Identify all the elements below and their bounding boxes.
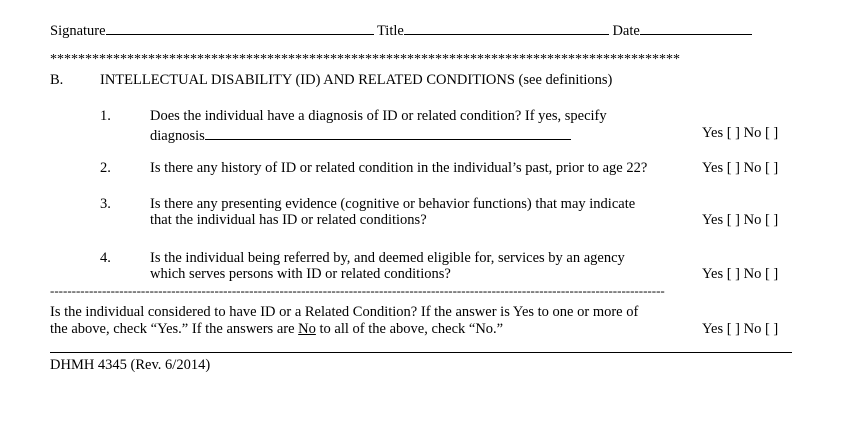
footer-rule [50, 352, 792, 353]
question-text-line2: which serves persons with ID or related conditions? [150, 266, 451, 282]
section-letter: B. [50, 72, 64, 88]
question-text: Is there any history of ID or related condition in the individual’s past, prior to age 22? [150, 160, 648, 176]
diagnosis-line[interactable] [205, 125, 571, 140]
title-line[interactable] [404, 20, 609, 35]
question-number: 2. [100, 160, 111, 176]
conclusion-text-line2: the above, check “Yes.” If the answers are No to all of the above, check “No.” [50, 321, 504, 337]
title-label: Title [376, 23, 404, 39]
form-id: DHMH 4345 (Rev. 6/2014) [50, 357, 211, 373]
dashed-separator: ---------------------------------------------------------------------------------------------------------------------------------------------- [50, 283, 665, 298]
question-number: 1. [100, 108, 111, 124]
yes-no-checkbox[interactable]: Yes [ ] No [ ] [702, 160, 779, 176]
date-label: Date [612, 23, 640, 39]
signature-line[interactable] [106, 20, 374, 35]
signature-row [50, 20, 752, 40]
question-text: Does the individual have a diagnosis of ID or related condition? If yes, specify [150, 108, 607, 124]
yes-no-checkbox[interactable]: Yes [ ] No [ ] [702, 125, 779, 141]
yes-no-checkbox[interactable]: Yes [ ] No [ ] [702, 266, 779, 282]
underlined-no: No [298, 321, 316, 337]
section-heading: INTELLECTUAL DISABILITY (ID) AND RELATED CONDITIONS (see definitions) [100, 72, 613, 88]
question-text: Is there any presenting evidence (cognitive or behavior functions) that may indicate [150, 196, 636, 212]
conclusion-text: Is the individual considered to have ID or a Related Condition? If the answer is Yes to one or more of [50, 304, 639, 320]
date-line[interactable] [640, 20, 752, 35]
question-text-line2: diagnosis [150, 125, 571, 145]
question-text: Is the individual being referred by, and deemed eligible for, services by an agency [150, 250, 625, 266]
yes-no-checkbox[interactable]: Yes [ ] No [ ] [702, 321, 779, 337]
question-number: 4. [100, 250, 111, 266]
question-number: 3. [100, 196, 111, 212]
star-separator: ****************************************************************************************** [50, 52, 680, 67]
signature-label: Signature [50, 23, 106, 39]
yes-no-checkbox[interactable]: Yes [ ] No [ ] [702, 212, 779, 228]
question-text-line2: that the individual has ID or related conditions? [150, 212, 427, 228]
